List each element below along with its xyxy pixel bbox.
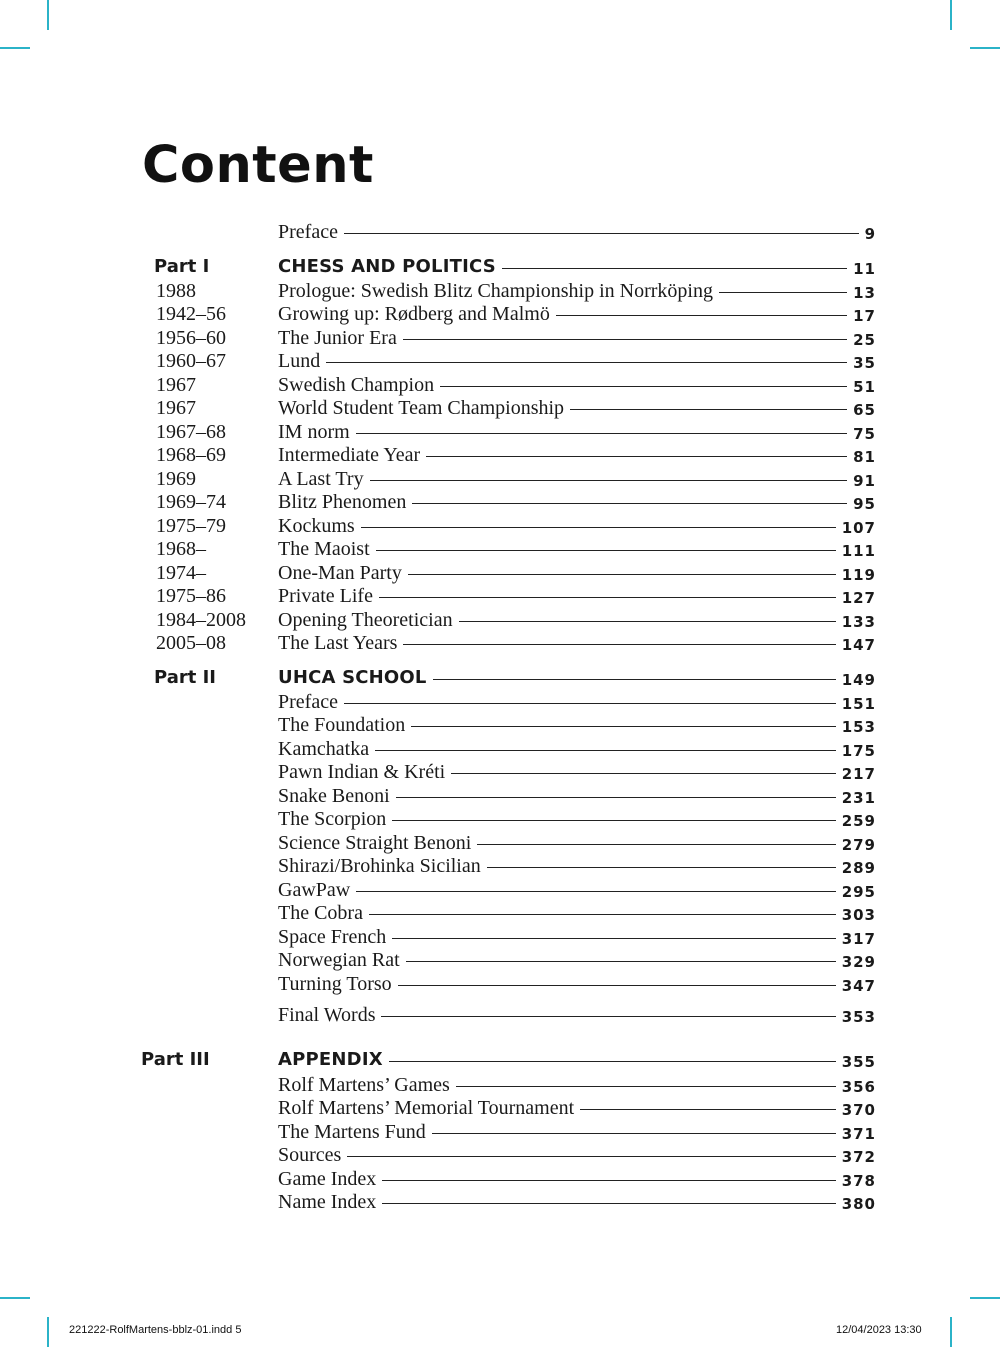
page-number: 119: [841, 566, 876, 584]
page-number: 372: [841, 1148, 876, 1166]
chapter-title: Final Words: [278, 1004, 376, 1026]
year-label: 1975–86: [156, 585, 226, 607]
chapter-title: The Last Years: [278, 632, 398, 654]
year-label: 1968–: [156, 538, 206, 560]
leader-line: [379, 597, 836, 598]
page-number: 133: [841, 613, 876, 631]
chapter-title: GawPaw: [278, 879, 351, 901]
toc-row: [0, 925, 1000, 949]
section-title: APPENDIX: [278, 1049, 383, 1070]
toc-row: [0, 537, 1000, 561]
crop-mark: [0, 47, 30, 49]
chapter-title: Pawn Indian & Kréti: [278, 761, 446, 783]
page-number: 107: [841, 519, 876, 537]
toc-entry: [278, 1167, 876, 1191]
chapter-title: Kockums: [278, 515, 355, 537]
toc-entry: [278, 1190, 876, 1214]
leader-line: [361, 527, 836, 528]
toc-row: [0, 807, 1000, 831]
toc-row: [0, 349, 1000, 373]
toc-entry: [278, 1003, 876, 1027]
toc-row: [0, 784, 1000, 808]
part-label: Part I: [154, 256, 210, 277]
toc-entry: [278, 467, 876, 491]
slug-timestamp: 12/04/2023 13:30: [836, 1324, 922, 1336]
page-number: 111: [841, 542, 876, 560]
page-number: 347: [841, 977, 876, 995]
toc-row: [0, 279, 1000, 303]
toc-entry: [278, 925, 876, 949]
chapter-title: Lund: [278, 350, 321, 372]
page-number: 127: [841, 589, 876, 607]
chapter-title: Prologue: Swedish Blitz Championship in Norrköping: [278, 280, 713, 302]
leader-line: [556, 315, 847, 316]
crop-mark: [47, 0, 49, 30]
chapter-title: Sources: [278, 1144, 342, 1166]
leader-line: [408, 574, 836, 575]
toc-entry: [278, 1096, 876, 1120]
chapter-title: Norwegian Rat: [278, 949, 400, 971]
leader-line: [440, 386, 847, 387]
toc-row: [0, 737, 1000, 761]
toc-row: [0, 948, 1000, 972]
year-label: 1967: [156, 374, 196, 396]
toc-entry: [278, 420, 876, 444]
page-number: 91: [853, 472, 876, 490]
toc-row: [0, 220, 1000, 244]
toc-row: [0, 561, 1000, 585]
toc-row: [0, 326, 1000, 350]
chapter-title: The Foundation: [278, 714, 406, 736]
toc-row: [0, 631, 1000, 655]
page-number: 151: [841, 695, 876, 713]
chapter-title: Growing up: Rødberg and Malmö: [278, 303, 550, 325]
page-number: 95: [853, 495, 876, 513]
page-number: 259: [841, 812, 876, 830]
leader-line: [389, 1061, 836, 1062]
toc-entry: [278, 1073, 876, 1097]
leader-line: [487, 867, 836, 868]
year-label: 1960–67: [156, 350, 226, 372]
toc-row: [0, 490, 1000, 514]
toc-entry: [278, 561, 876, 585]
chapter-title: The Scorpion: [278, 808, 387, 830]
toc-row: [0, 514, 1000, 538]
toc-row: [0, 713, 1000, 737]
chapter-title: Shirazi/Brohinka Sicilian: [278, 855, 481, 877]
page-number: 25: [853, 331, 876, 349]
chapter-title: The Junior Era: [278, 327, 397, 349]
leader-line: [719, 292, 847, 293]
toc-entry: [278, 784, 876, 808]
page-number: 371: [841, 1125, 876, 1143]
toc-entry: [278, 713, 876, 737]
toc-entry: [278, 584, 876, 608]
page-number: 153: [841, 718, 876, 736]
leader-line: [459, 621, 836, 622]
leader-line: [451, 773, 836, 774]
chapter-title: Kamchatka: [278, 738, 370, 760]
chapter-title: Preface: [278, 221, 338, 243]
leader-line: [433, 679, 836, 680]
leader-line: [382, 1180, 835, 1181]
toc-entry: [278, 220, 876, 244]
year-label: 1942–56: [156, 303, 226, 325]
toc-row: [0, 1190, 1000, 1214]
toc-entry: [278, 854, 876, 878]
toc-entry: [278, 255, 876, 279]
toc-section-row: [0, 666, 1000, 690]
page-number: 17: [853, 307, 876, 325]
chapter-title: Turning Torso: [278, 973, 392, 995]
page-number: 289: [841, 859, 876, 877]
toc-row: [0, 1096, 1000, 1120]
page-number: 175: [841, 742, 876, 760]
page-number: 356: [841, 1078, 876, 1096]
leader-line: [412, 503, 847, 504]
toc-row: [0, 396, 1000, 420]
toc-row: [0, 373, 1000, 397]
leader-line: [403, 339, 847, 340]
page-number: 217: [841, 765, 876, 783]
toc-entry: [278, 972, 876, 996]
page-number: 353: [841, 1008, 876, 1026]
chapter-title: Blitz Phenomen: [278, 491, 407, 513]
leader-line: [382, 1203, 835, 1204]
toc-row: [0, 690, 1000, 714]
leader-line: [477, 844, 835, 845]
toc-row: [0, 420, 1000, 444]
leader-line: [356, 891, 835, 892]
leader-line: [375, 750, 836, 751]
page-number: 380: [841, 1195, 876, 1213]
toc-entry: [278, 631, 876, 655]
toc-row: [0, 443, 1000, 467]
leader-line: [392, 938, 835, 939]
chapter-title: IM norm: [278, 421, 350, 443]
page-number: 65: [853, 401, 876, 419]
page-number: 75: [853, 425, 876, 443]
toc-row: [0, 608, 1000, 632]
chapter-title: Name Index: [278, 1191, 377, 1213]
leader-line: [369, 914, 836, 915]
toc-entry: [278, 514, 876, 538]
year-label: 1956–60: [156, 327, 226, 349]
toc-entry: [278, 948, 876, 972]
toc-row: [0, 831, 1000, 855]
chapter-title: Intermediate Year: [278, 444, 421, 466]
leader-line: [398, 985, 836, 986]
toc-row: [0, 302, 1000, 326]
chapter-title: Game Index: [278, 1168, 377, 1190]
chapter-title: The Maoist: [278, 538, 370, 560]
page-number: 35: [853, 354, 876, 372]
leader-line: [411, 726, 835, 727]
leader-line: [456, 1086, 836, 1087]
page-number: 329: [841, 953, 876, 971]
chapter-title: Swedish Champion: [278, 374, 435, 396]
toc-row: [0, 901, 1000, 925]
page-number: 279: [841, 836, 876, 854]
toc-entry: [278, 279, 876, 303]
chapter-title: A Last Try: [278, 468, 364, 490]
year-label: 2005–08: [156, 632, 226, 654]
leader-line: [356, 433, 847, 434]
toc-entry: [278, 396, 876, 420]
toc-entry: [278, 901, 876, 925]
page-number: 303: [841, 906, 876, 924]
crop-mark: [970, 47, 1000, 49]
year-label: 1988: [156, 280, 196, 302]
toc-entry: [278, 1120, 876, 1144]
toc-entry: [278, 302, 876, 326]
page-title: Content: [142, 136, 374, 195]
toc-row: [0, 467, 1000, 491]
page-number: 378: [841, 1172, 876, 1190]
toc-row: [0, 1120, 1000, 1144]
section-title: CHESS AND POLITICS: [278, 256, 496, 277]
toc-row: [0, 854, 1000, 878]
crop-mark: [0, 1297, 30, 1299]
toc-entry: [278, 666, 876, 690]
crop-mark: [950, 1317, 952, 1347]
leader-line: [376, 550, 836, 551]
page-number: 231: [841, 789, 876, 807]
leader-line: [381, 1016, 835, 1017]
leader-line: [347, 1156, 835, 1157]
leader-line: [570, 409, 847, 410]
toc-entry: [278, 1143, 876, 1167]
chapter-title: Private Life: [278, 585, 373, 607]
leader-line: [432, 1133, 836, 1134]
page-number: 51: [853, 378, 876, 396]
chapter-title: Preface: [278, 691, 338, 713]
chapter-title: The Cobra: [278, 902, 363, 924]
toc-row: [0, 1073, 1000, 1097]
chapter-title: World Student Team Championship: [278, 397, 565, 419]
chapter-title: Snake Benoni: [278, 785, 390, 807]
chapter-title: The Martens Fund: [278, 1121, 426, 1143]
page-number: 11: [853, 260, 876, 278]
page-number: 295: [841, 883, 876, 901]
toc-section-row: [0, 255, 1000, 279]
toc-entry: [278, 326, 876, 350]
crop-mark: [970, 1297, 1000, 1299]
crop-mark: [950, 0, 952, 30]
part-label: Part II: [154, 667, 216, 688]
toc-entry: [278, 490, 876, 514]
year-label: 1967–68: [156, 421, 226, 443]
toc-entry: [278, 760, 876, 784]
year-label: 1967: [156, 397, 196, 419]
toc-entry: [278, 349, 876, 373]
leader-line: [344, 703, 836, 704]
toc-row: [0, 584, 1000, 608]
page-number: 317: [841, 930, 876, 948]
toc-entry: [278, 537, 876, 561]
toc-entry: [278, 1048, 876, 1072]
leader-line: [326, 362, 847, 363]
year-label: 1968–69: [156, 444, 226, 466]
toc-entry: [278, 737, 876, 761]
chapter-title: Opening Theoretician: [278, 609, 453, 631]
page-number: 355: [841, 1053, 876, 1071]
year-label: 1975–79: [156, 515, 226, 537]
toc-entry: [278, 690, 876, 714]
page-number: 149: [841, 671, 876, 689]
toc-entry: [278, 807, 876, 831]
year-label: 1984–2008: [156, 609, 246, 631]
page-number: 9: [864, 225, 876, 243]
chapter-title: Rolf Martens’ Games: [278, 1074, 450, 1096]
section-title: UHCA SCHOOL: [278, 667, 427, 688]
toc-entry: [278, 373, 876, 397]
chapter-title: Science Straight Benoni: [278, 832, 472, 854]
toc-row: [0, 878, 1000, 902]
leader-line: [344, 233, 859, 234]
year-label: 1969: [156, 468, 196, 490]
leader-line: [370, 480, 848, 481]
leader-line: [403, 644, 835, 645]
page-number: 81: [853, 448, 876, 466]
leader-line: [580, 1109, 836, 1110]
leader-line: [396, 797, 836, 798]
part-label: Part III: [141, 1049, 210, 1070]
chapter-title: Rolf Martens’ Memorial Tournament: [278, 1097, 575, 1119]
slug-filename: 221222-RolfMartens-bblz-01.indd 5: [69, 1324, 242, 1336]
leader-line: [392, 820, 835, 821]
toc-entry: [278, 443, 876, 467]
year-label: 1974–: [156, 562, 206, 584]
toc-entry: [278, 831, 876, 855]
toc-section-row: [0, 1048, 1000, 1072]
toc-row: [0, 1143, 1000, 1167]
page-number: 13: [853, 284, 876, 302]
leader-line: [502, 268, 847, 269]
leader-line: [426, 456, 847, 457]
toc-row: [0, 972, 1000, 996]
crop-mark: [47, 1317, 49, 1347]
page-number: 370: [841, 1101, 876, 1119]
toc-row: [0, 1003, 1000, 1027]
leader-line: [406, 961, 836, 962]
toc-entry: [278, 608, 876, 632]
toc-row: [0, 760, 1000, 784]
chapter-title: One-Man Party: [278, 562, 402, 584]
year-label: 1969–74: [156, 491, 226, 513]
chapter-title: Space French: [278, 926, 387, 948]
toc-row: [0, 1167, 1000, 1191]
toc-entry: [278, 878, 876, 902]
page-number: 147: [841, 636, 876, 654]
